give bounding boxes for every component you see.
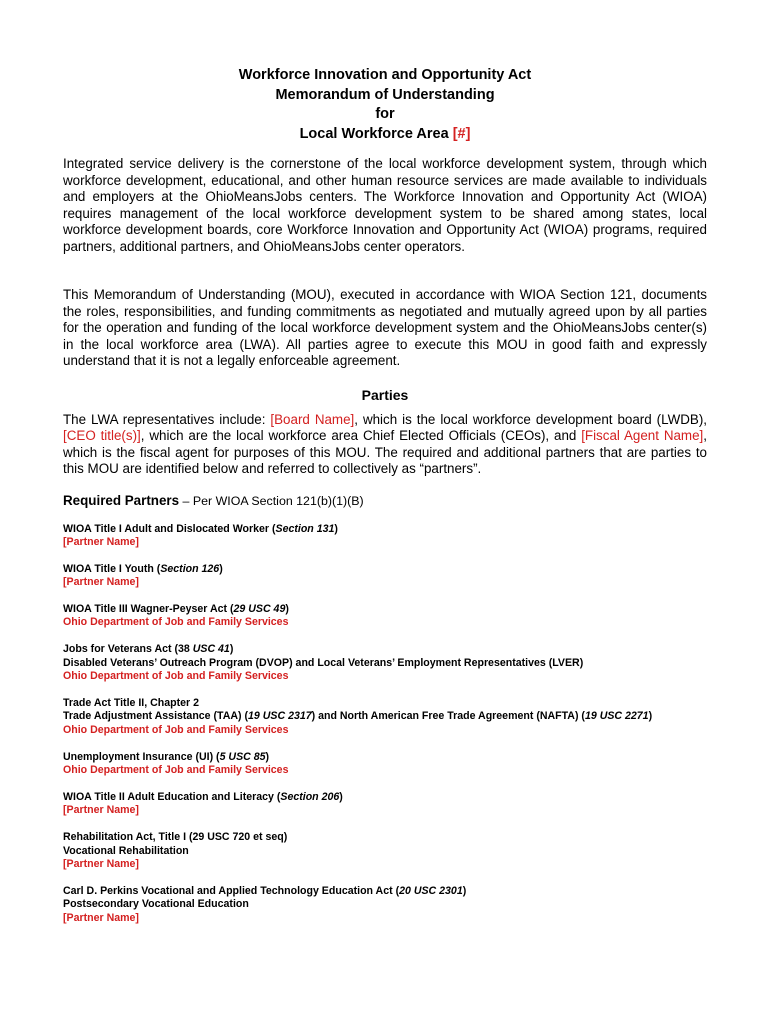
partner-name-placeholder: [Partner Name]	[63, 576, 139, 589]
partner-name: Ohio Department of Job and Family Services	[63, 616, 289, 629]
partner-title	[63, 791, 707, 805]
title-line-1: Workforce Innovation and Opportunity Act	[238, 67, 532, 83]
partner-entry	[63, 885, 707, 926]
partner-entry	[63, 643, 707, 684]
partner-name-placeholder: [Partner Name]	[63, 858, 139, 871]
partner-title-close: )	[285, 602, 289, 615]
document-page	[63, 66, 707, 926]
partner-program-text: Trade Adjustment Assistance (TAA) (	[63, 710, 249, 723]
partner-title-text: WIOA Title II Adult Education and Literacy (	[63, 790, 281, 803]
partner-title	[63, 523, 707, 537]
partner-title-text: Jobs for Veterans Act (38	[63, 643, 193, 656]
required-partners-subheading: – Per WIOA Section 121(b)(1)(B)	[179, 493, 364, 508]
parties-text-4: , which is the fiscal agent for purposes of this MOU. The required and additional partners that are parties to this MOU are identified below and referred to collectively as “partners”.	[63, 428, 707, 476]
partner-title	[63, 643, 707, 657]
partner-name-placeholder: [Partner Name]	[63, 911, 139, 924]
partner-program: Vocational Rehabilitation	[63, 844, 189, 857]
fiscal-agent-placeholder: [Fiscal Agent Name]	[581, 428, 704, 443]
parties-text-3: , which are the local workforce area Chief Elected Officials (CEOs), and	[140, 428, 582, 443]
partner-citation: 29 USC 49	[233, 602, 286, 615]
ceo-titles-placeholder: [CEO title(s)]	[63, 428, 141, 443]
partner-title-close: )	[229, 643, 234, 656]
title-line-4	[63, 125, 707, 145]
partner-title: Trade Act Title II, Chapter 2	[63, 696, 199, 709]
partner-title-text: WIOA Title I Adult and Dislocated Worker (	[63, 522, 276, 535]
parties-text-1: The LWA representatives include:	[63, 411, 271, 427]
parties-heading: Parties	[361, 386, 409, 403]
board-name-placeholder: [Board Name]	[270, 411, 355, 427]
required-partners-label: Required Partners	[63, 492, 180, 508]
partner-title	[63, 563, 707, 577]
partner-title	[63, 885, 707, 899]
partner-program: Postsecondary Vocational Education	[63, 898, 249, 911]
partner-program	[63, 710, 707, 724]
partner-title-close: )	[219, 562, 223, 575]
partner-title: Rehabilitation Act, Title I (29 USC 720 et seq)	[63, 831, 288, 843]
partner-program: Disabled Veterans’ Outreach Program (DVOP) and Local Veterans’ Employment Representatives (LVER)	[63, 656, 584, 669]
partner-citation: 19 USC 2317	[248, 710, 312, 723]
partner-name-placeholder: [Partner Name]	[63, 804, 139, 817]
partner-citation: USC 41	[192, 643, 230, 656]
area-number-placeholder: [#]	[452, 125, 471, 142]
partner-entry	[63, 831, 707, 872]
title-line-3: for	[375, 106, 395, 122]
partner-citation: Section 206	[280, 790, 340, 803]
partner-citation: Section 126	[160, 562, 220, 575]
intro-paragraph: Integrated service delivery is the cornerstone of the local workforce development system, through which workforce development, educational, and other human resource services are made available to individuals and employers at the OhioMeansJobs centers. The Workforce Innovation and Opportunity Act (WIOA) requires management of the local workforce development system to be shared among states, local workforce development boards, core Workforce Innovation and Opportunity Act (WIOA) programs, required partners, additional partners, and OhioMeansJobs center operators.	[63, 156, 707, 254]
partner-entry	[63, 603, 707, 630]
partner-name-placeholder: [Partner Name]	[63, 536, 139, 549]
partner-title-text: WIOA Title III Wagner-Peyser Act (	[63, 602, 234, 615]
mou-paragraph: This Memorandum of Understanding (MOU), executed in accordance with WIOA Section 121, documents the roles, responsibilities, and funding commitments as negotiated and mutually agreed upon by all parties for the operation and funding of the local workforce development system and the OhioMeansJobs center(s) in the local workforce area (LWA). All parties agree to execute this MOU in good faith and expressly understand that it is not a legally enforceable agreement.	[63, 287, 707, 368]
partner-title-text: WIOA Title I Youth (	[63, 562, 161, 575]
partner-entry	[63, 697, 707, 738]
parties-text-2: , which is the local workforce development board (LWDB),	[354, 411, 708, 427]
required-partners-heading	[63, 492, 707, 510]
partner-title	[63, 603, 707, 617]
partner-title	[63, 751, 707, 765]
partner-title-close: )	[334, 522, 338, 535]
parties-paragraph	[63, 412, 707, 478]
partner-name: Ohio Department of Job and Family Services	[63, 724, 289, 737]
title-line-2: Memorandum of Understanding	[275, 86, 495, 103]
partner-citation: 20 USC 2301	[399, 884, 463, 897]
partner-title-text: Carl D. Perkins Vocational and Applied Technology Education Act (	[63, 884, 400, 897]
title-line-4-text: Local Workforce Area	[299, 125, 453, 142]
partner-entry	[63, 751, 707, 778]
partner-citation: Section 131	[275, 522, 335, 535]
partner-citation: 5 USC 85	[219, 750, 266, 763]
partner-program-text: )	[648, 710, 653, 723]
partner-title-close: )	[339, 790, 343, 803]
partner-name: Ohio Department of Job and Family Services	[63, 670, 289, 683]
partner-title-close: )	[265, 750, 270, 763]
document-title	[63, 66, 707, 144]
partner-entry	[63, 791, 707, 818]
partner-citation: 19 USC 2271	[584, 710, 649, 723]
partner-program-text: ) and North American Free Trade Agreement (NAFTA) (	[311, 710, 585, 723]
partner-title-text: Unemployment Insurance (UI) (	[63, 750, 220, 763]
partner-entry	[63, 523, 707, 550]
partner-title-close: )	[462, 884, 467, 897]
partner-name: Ohio Department of Job and Family Services	[63, 764, 289, 777]
partner-entry	[63, 563, 707, 590]
